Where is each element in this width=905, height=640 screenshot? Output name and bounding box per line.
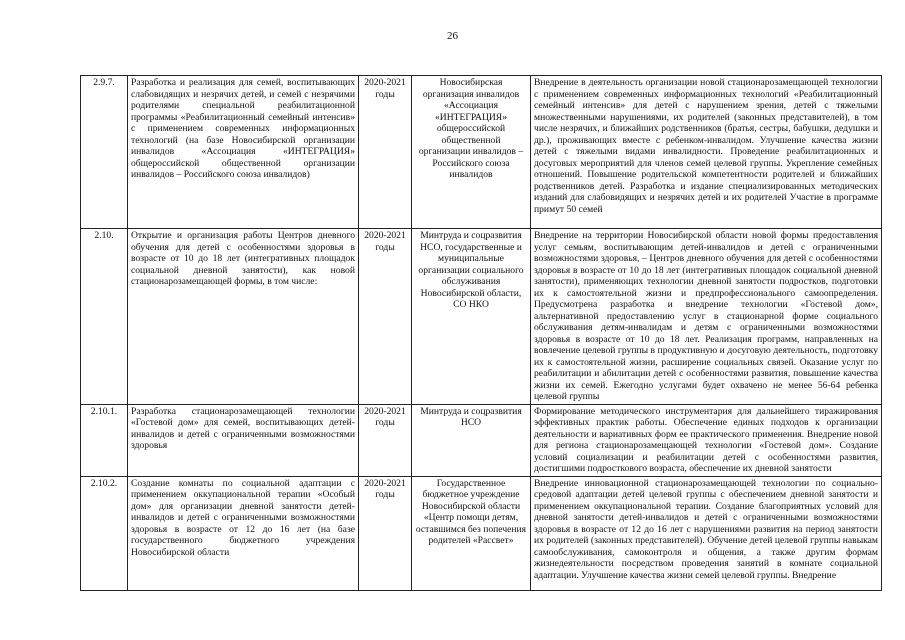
page-number: 26 xyxy=(447,30,458,42)
program-table xyxy=(80,75,882,591)
item-number-text: 2.10.2. xyxy=(90,477,118,489)
table-row xyxy=(81,404,882,476)
item-term: 2020-2021 годы xyxy=(359,76,412,229)
item-executor: Минтруда и соцразвития НСО xyxy=(412,404,531,476)
item-term xyxy=(359,476,412,590)
item-number xyxy=(81,476,128,590)
item-name-text: Создание комнаты по социальной адаптации с применением оккупациональной терапии «Особый дом» для организации дневной занятости детей-инвалидов и детей с ограниченными возможностями здоровья в возрасте от 12 до 16 лет (на базе государственного бюджетного учреждения Новосибирской области xyxy=(131,477,355,558)
item-executor xyxy=(412,476,531,590)
item-term-text: 2020-2021 годы xyxy=(364,477,406,500)
item-result xyxy=(531,476,882,590)
item-result-text: Внедрение инновационной стационарозамещающей технологии по социально-средовой адаптации детей целевой группы с обеспечением дневной занятости и применением оккупациональной терапии. Создание благоприятных условий для дневной занятости детей-инвалидов и детей с ограниченными возможностями здоровья в возрасте от 12 до 16 лет с нарушениями развития на период занятости их родителей (законных представителей). Обучение детей целевой группы навыкам самообслуживания, самоконтроля и общения, а также другим формам жизнедеятельности посредством проведения занятий в комнате социальной адаптации. Улучшение качества жизни семей целевой группы. Внедрение xyxy=(534,477,878,581)
item-number: 2.10.1. xyxy=(81,404,128,476)
item-result: Формирование методического инструментария для дальнейшего тиражирования эффективных практик работы. Обеспечение единых подходов к организации деятельности и вариативных форм ее практического применения. Внедрение новой для региона стационарозамещающей технологии «Гостевой дом». Создание условий социализации и реабилитации детей с особенностями развития, достигшими подросткового возраста, обеспечение их дневной занятости xyxy=(531,404,882,476)
item-name: Разработка и реализация для семей, воспитывающих слабовидящих и незрячих детей, и семей с незрячими родителями специальной реабилитационной программы «Реабилитационный семейный интенсив» с применением современных информационных технологий (на базе Новосибирской организации инвалидов «Ассоциация «ИНТЕГРАЦИЯ» общероссийской общественной организации инвалидов – Российского союза инвалидов) xyxy=(128,76,359,229)
item-executor: Минтруда и соцразвития НСО, государственные и муниципальные организации социального обслуживания Новосибирской области, СО НКО xyxy=(412,229,531,405)
item-name: Открытие и организация работы Центров дневного обучения для детей с особенностями здоровья в возрасте от 10 до 18 лет (интегративных площадок социальной дневной занятости), как новой стационарозамещающей формы, в том числе: xyxy=(128,229,359,405)
item-result: Внедрение на территории Новосибирской области новой формы предоставления услуг семьям, воспитывающим детей-инвалидов и детей с ограниченными возможностями здоровья, – Центров дневного обучения для детей с особенностями здоровья в возрасте от 10 до 18 лет (интегративных площадок социальной дневной занятости), применяющих технологии дневной занятости подростков, подготовки их к самостоятельной жизни и предпрофессионального самоопределения. Предусмотрена разработка и внедрение технологии «Гостевой дом», альтернативной предоставлению услуг в стационарной форме социального обслуживания детям-инвалидам и детям с ограниченными возможностями здоровья в возрасте от 10 до 18 лет. Реализация программ, направленных на вовлечение целевой группы в продуктивную и досуговую деятельность, подготовку их к самостоятельной жизни, расширение социальных связей. Оказание услуг по реабилитации и абилитации детей с особенностями развития, повышение качества жизни их семей. Ежегодно услугами будет охвачено не менее 56-64 ребенка целевой группы xyxy=(531,229,882,405)
item-executor: Новосибирская организация инвалидов «Ассоциация «ИНТЕГРАЦИЯ» общероссийской общественной организации инвалидов – Российского союза инвалидов xyxy=(412,76,531,229)
item-name xyxy=(128,476,359,590)
item-result: Внедрение в деятельность организации новой стационарозамещающей технологии с применением современных информационных технологий «Реабилитационный семейный интенсив» для детей с нарушением зрения, детей с тяжелыми множественными нарушениями, их родителей (законных представителей), в том числе незрячих, и ближайших родственников (братья, сестры, бабушки, дедушки и др.), проживающих вместе с ребенком-инвалидом. Улучшение качества жизни детей с тяжелыми видами инвалидности. Проведение реабилитационных и досуговых мероприятий для членов семей целевой группы. Укрепление семейных отношений. Повышение родительской компетентности родителей и ближайших родственников детей. Разработка и издание специализированных методических изданий для слабовидящих и незрячих детей и их родителей Участие в программе примут 50 семей xyxy=(531,76,882,229)
item-term: 2020-2021 годы xyxy=(359,404,412,476)
item-term: 2020-2021 годы xyxy=(359,229,412,405)
table-row xyxy=(81,229,882,405)
item-number: 2.9.7. xyxy=(81,76,128,229)
item-name: Разработка стационарозамещающей технологии «Гостевой дом» для семей, воспитывающих детей-инвалидов и детей с ограниченными возможностями здоровья xyxy=(128,404,359,476)
item-number: 2.10. xyxy=(81,229,128,405)
table-row xyxy=(81,476,882,590)
table-row xyxy=(81,76,882,229)
item-executor-text: Государственное бюджетное учреждение Новосибирской области «Центр помощи детям, оставшимся без попечения родителей «Рассвет» xyxy=(415,477,527,546)
